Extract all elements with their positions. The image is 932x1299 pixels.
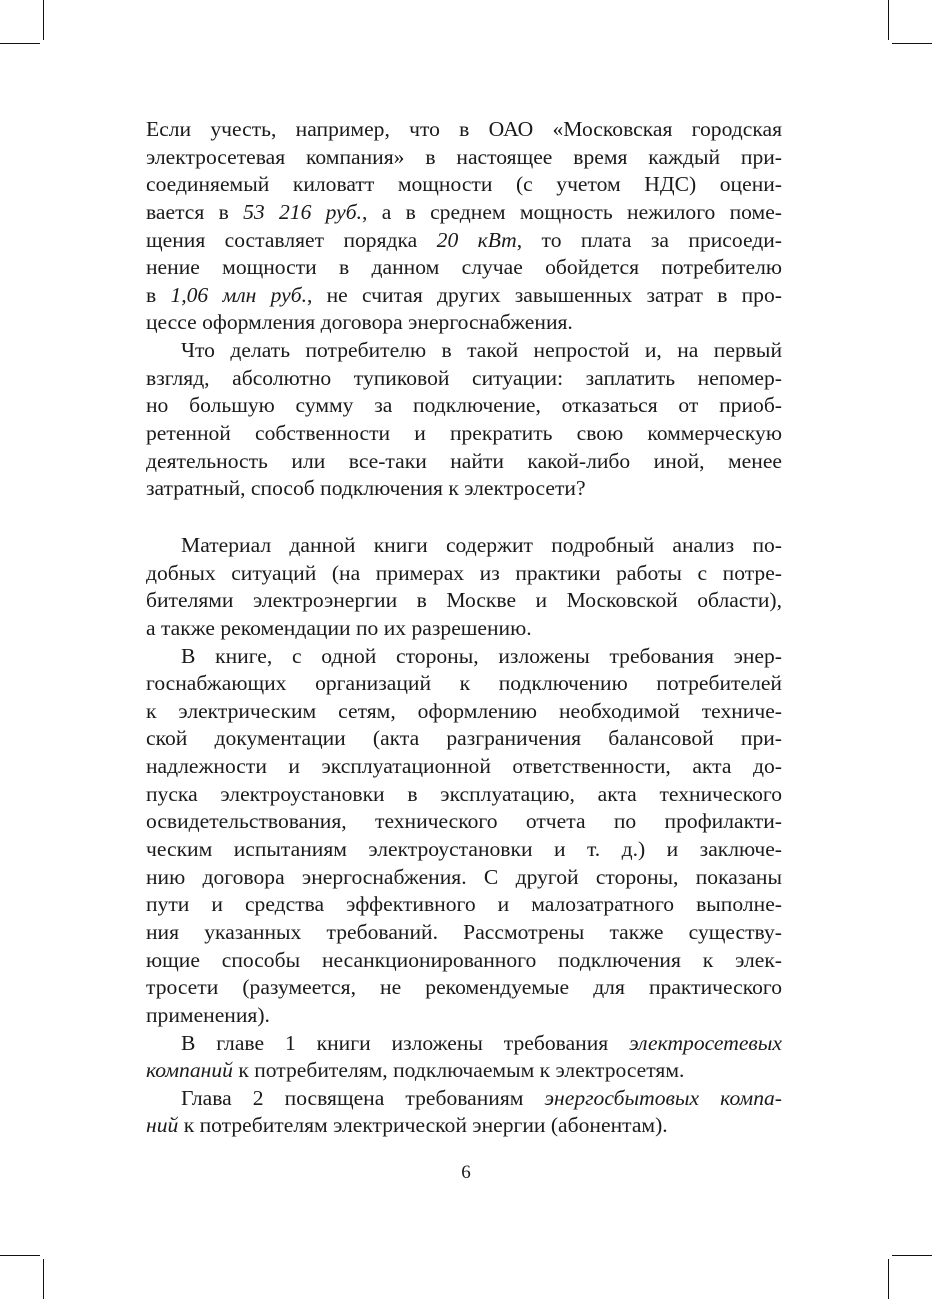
body-text-block-2: [146, 532, 782, 1140]
text-line: [146, 448, 782, 476]
text-line: [146, 309, 782, 337]
crop-mark-top-right-vertical: [888, 0, 889, 40]
text-line: [146, 836, 782, 864]
text-segment: , а в среднем мощность нежилого поме-: [362, 199, 782, 224]
text-segment: пуска электроустановки в эксплуатацию, акта технического: [146, 781, 782, 806]
text-segment: деятельность или все-таки найти какой-либо иной, менее: [146, 448, 782, 473]
crop-mark-top-left-horizontal: [0, 43, 40, 44]
text-line: [146, 1030, 782, 1058]
text-segment: ретенной собственности и прекратить свою коммерческую: [146, 421, 782, 446]
text-line: [146, 643, 782, 671]
text-segment: соединяемый киловатт мощности (с учетом НДС) оцени-: [146, 172, 782, 197]
text-line: [146, 1057, 782, 1085]
text-segment: ческим испытаниям электроустановки и т. д.) и заключе-: [146, 837, 782, 862]
text-line: [146, 199, 782, 227]
italic-text: 20 кВт: [436, 227, 517, 252]
crop-mark-bottom-right-vertical: [888, 1259, 889, 1299]
crop-mark-bottom-left-horizontal: [0, 1255, 40, 1256]
text-segment: пути и средства эффективного и малозатратного выполне-: [146, 892, 782, 917]
text-segment: , не считая других завышенных затрат в про-: [306, 282, 782, 307]
text-segment: к потребителям, подключаемым к электросетям.: [232, 1058, 685, 1083]
text-segment: ющие способы несанкционированного подключения к элек-: [146, 947, 782, 972]
text-segment: к потребителям электрической энергии (абонентам).: [178, 1113, 668, 1138]
italic-text: энергосбытовых компа-: [544, 1085, 782, 1110]
text-segment: а также рекомендации по их разрешению.: [146, 615, 532, 640]
text-line: [146, 919, 782, 947]
body-text-block-1: [146, 116, 782, 503]
crop-mark-bottom-left-vertical: [43, 1259, 44, 1299]
text-line: [146, 891, 782, 919]
text-line: [146, 1085, 782, 1113]
text-segment: цессе оформления договора энергоснабжения.: [146, 310, 573, 335]
text-line: [146, 1112, 782, 1140]
text-line: [146, 171, 782, 199]
crop-mark-bottom-right-horizontal: [892, 1255, 932, 1256]
text-line: [146, 1002, 782, 1030]
text-segment: В главе 1 книги изложены требования: [181, 1030, 630, 1055]
text-line: [146, 947, 782, 975]
crop-mark-top-left-vertical: [43, 0, 44, 40]
text-segment: затратный, способ подключения к электросети?: [146, 476, 586, 501]
text-segment: ской документации (акта разграничения балансовой при-: [146, 726, 782, 751]
text-line: [146, 392, 782, 420]
text-segment: добных ситуаций (на примерах из практики работы с потре-: [146, 560, 782, 585]
text-segment: к электрическим сетям, оформлению необходимой техниче-: [146, 698, 782, 723]
text-line: [146, 808, 782, 836]
page-number: 6: [461, 1162, 471, 1183]
text-segment: тросети (разумеется, не рекомендуемые для практического: [146, 975, 782, 1000]
text-segment: госнабжающих организаций к подключению потребителей: [146, 671, 782, 696]
crop-mark-top-right-horizontal: [892, 43, 932, 44]
text-line: [146, 475, 782, 503]
text-line: [146, 864, 782, 892]
text-segment: щения составляет порядка: [146, 227, 437, 252]
text-line: [146, 254, 782, 282]
text-segment: ния указанных требований. Рассмотрены также существу-: [146, 919, 782, 944]
italic-text: ний: [146, 1113, 179, 1138]
italic-text: 53 216 руб.: [243, 199, 363, 224]
text-line: [146, 420, 782, 448]
text-segment: нение мощности в данном случае обойдется потребителю: [146, 255, 782, 280]
italic-text: 1,06 млн руб.: [170, 282, 307, 307]
text-line: [146, 781, 782, 809]
text-line: [146, 587, 782, 615]
text-line: [146, 698, 782, 726]
text-line: [146, 753, 782, 781]
italic-text: компаний: [146, 1058, 233, 1083]
text-segment: применения).: [146, 1002, 270, 1027]
text-line: [146, 974, 782, 1002]
text-line: [146, 670, 782, 698]
text-segment: бителями электроэнергии в Москве и Московской области),: [146, 588, 782, 613]
text-segment: взгляд, абсолютно тупиковой ситуации: заплатить непомер-: [146, 365, 782, 390]
text-segment: нию договора энергоснабжения. С другой стороны, показаны: [146, 864, 782, 889]
text-line: [146, 337, 782, 365]
text-line: [146, 615, 782, 643]
text-line: [146, 560, 782, 588]
text-segment: надлежности и эксплуатационной ответственности, акта до-: [146, 754, 782, 779]
text-segment: вается в: [146, 199, 244, 224]
text-segment: электросетевая компания» в настоящее время каждый при-: [146, 144, 782, 169]
text-line: [146, 725, 782, 753]
text-line: [146, 144, 782, 172]
text-segment: В книге, с одной стороны, изложены требования энер-: [181, 643, 782, 668]
italic-text: электросетевых: [629, 1030, 782, 1055]
text-line: [146, 282, 782, 310]
text-segment: но большую сумму за подключение, отказаться от приоб-: [146, 393, 782, 418]
text-segment: Что делать потребителю в такой непростой и, на первый: [181, 338, 782, 363]
text-segment: Материал данной книги содержит подробный анализ по-: [181, 533, 782, 557]
text-segment: Глава 2 посвящена требованиям: [181, 1085, 545, 1110]
text-line: [146, 116, 782, 144]
text-segment: в: [146, 282, 171, 307]
text-segment: освидетельствования, технического отчета по профилакти-: [146, 809, 782, 834]
text-segment: Если учесть, например, что в ОАО «Московская городская: [146, 117, 782, 141]
text-segment: , то плата за присоеди-: [516, 227, 782, 252]
text-line: [146, 532, 782, 560]
text-line: [146, 227, 782, 255]
text-line: [146, 365, 782, 393]
